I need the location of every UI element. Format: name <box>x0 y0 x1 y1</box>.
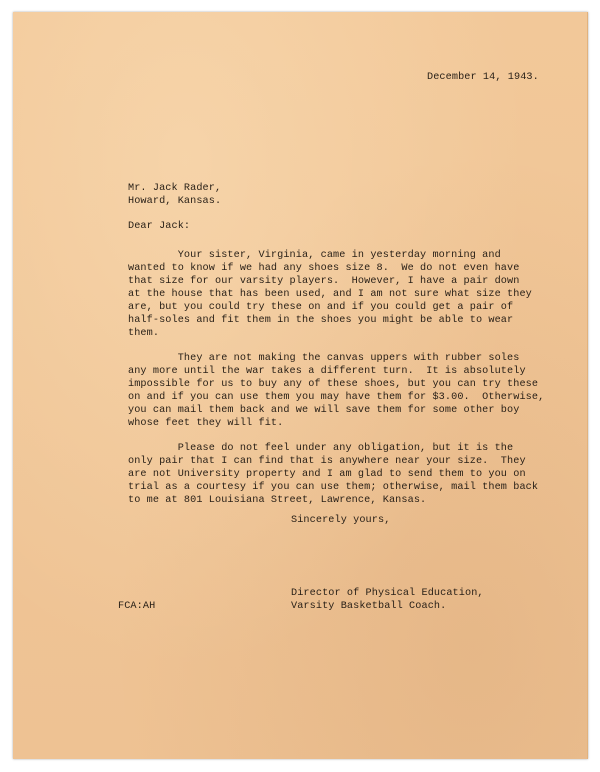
paragraph-2-line-2: any more until the war takes a different turn. It is absolutely <box>128 366 526 377</box>
paragraph-2-line-4: on and if you can use them you may have them for $3.00. Otherwise, <box>128 392 545 403</box>
paragraph-1-line-4: at the house that has been used, and I am not sure what size they <box>128 289 532 300</box>
paragraph-1-line-3: that size for our varsity players. However, I have a pair down <box>128 276 520 287</box>
signature-title-2: Varsity Basketball Coach. <box>291 601 447 612</box>
paragraph-1-line-6: half-soles and fit them in the shoes you might be able to wear <box>128 315 514 326</box>
paragraph-2-line-6: whose feet they will fit. <box>128 418 284 429</box>
letter-date: December 14, 1943. <box>427 72 539 83</box>
recipient-name: Mr. Jack Rader, <box>128 183 222 194</box>
paragraph-3-line-2: only pair that I can find that is anywhere near your size. They <box>128 456 526 467</box>
paragraph-1-line-7: them. <box>128 328 160 339</box>
paragraph-3-line-4: trial as a courtesy if you can use them; otherwise, mail them back <box>128 482 539 493</box>
paragraph-2-line-5: you can mail them back and we will save them for some other boy <box>128 405 520 416</box>
paragraph-2-line-3: impossible for us to buy any of these shoes, but you can try these <box>128 379 539 390</box>
paragraph-3-line-3: are not University property and I am glad to send them to you on <box>128 469 526 480</box>
paragraph-1-line-5: are, but you could try these on and if you could get a pair of <box>128 302 514 313</box>
signature-title-1: Director of Physical Education, <box>291 588 484 599</box>
paragraph-3-line-1: Please do not feel under any obligation, but it is the <box>128 443 514 454</box>
paragraph-1-line-2: wanted to know if we had any shoes size 8. We do not even have <box>128 263 520 274</box>
recipient-city: Howard, Kansas. <box>128 196 222 207</box>
letter-page <box>13 12 588 759</box>
paragraph-2-line-1: They are not making the canvas uppers with rubber soles <box>128 353 520 364</box>
salutation: Dear Jack: <box>128 221 191 232</box>
paragraph-3-line-5: to me at 801 Louisiana Street, Lawrence, Kansas. <box>128 495 427 506</box>
reference-initials: FCA:AH <box>118 601 156 612</box>
paragraph-1-line-1: Your sister, Virginia, came in yesterday morning and <box>128 250 501 261</box>
closing: Sincerely yours, <box>291 515 391 526</box>
